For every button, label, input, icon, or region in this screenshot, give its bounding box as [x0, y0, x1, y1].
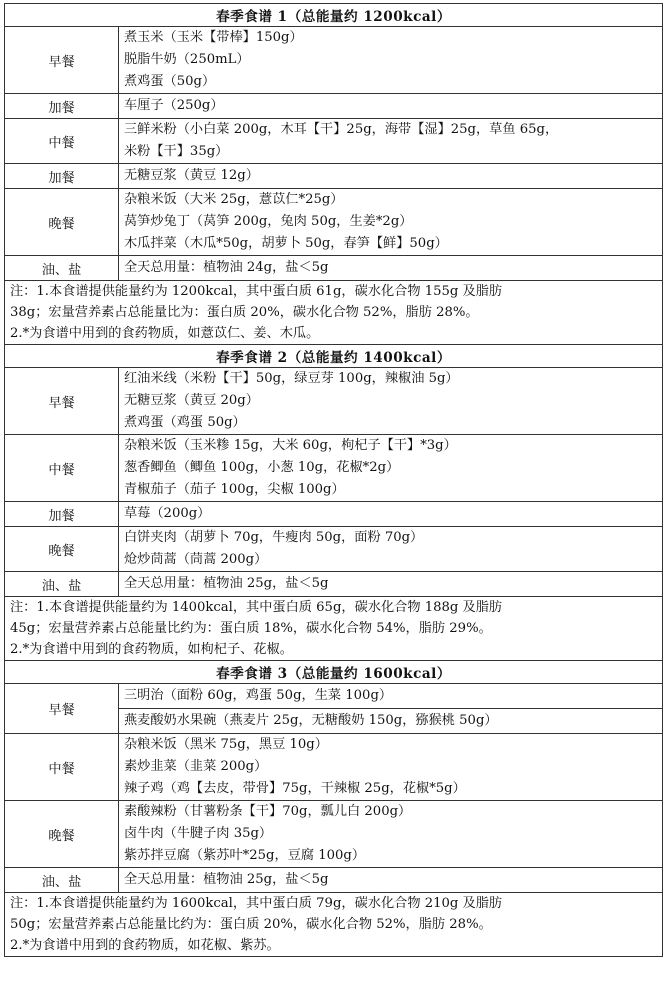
meal-row [5, 94, 663, 119]
meal-items [119, 801, 663, 868]
meal-label: 晚餐 [5, 189, 119, 256]
meal-row [5, 189, 663, 256]
meal-label: 油、盐 [5, 256, 119, 281]
meal-items [119, 734, 663, 801]
meal-items [119, 684, 663, 709]
meal-items [119, 119, 663, 164]
food-item: 车厘子（250g） [124, 98, 224, 113]
food-item: 红油米线（米粉【干】50g，绿豆芽 100g，辣椒油 5g） [124, 371, 459, 386]
food-item: 白饼夹肉（胡萝卜 70g，牛瘦肉 50g，面粉 70g） [124, 530, 424, 545]
meal-label: 中餐 [5, 734, 119, 801]
food-item: 煮玉米（玉米【带棒】150g） [124, 30, 303, 45]
meal-row [5, 868, 663, 893]
food-item: 无糖豆浆（黄豆 20g） [124, 393, 259, 408]
food-item: 莴笋炒兔丁（莴笋 200g，兔肉 50g，生姜*2g） [124, 214, 413, 229]
food-item: 燕麦酸奶水果碗（燕麦片 25g，无糖酸奶 150g，猕猴桃 50g） [124, 713, 498, 728]
meal-label: 加餐 [5, 502, 119, 527]
meal-label: 中餐 [5, 119, 119, 164]
meal-items [119, 164, 663, 189]
meal-row [5, 119, 663, 164]
meal-label: 油、盐 [5, 572, 119, 597]
food-item: 全天总用量：植物油 25g，盐＜5g [124, 872, 329, 887]
food-item: 米粉【干】35g） [124, 144, 229, 159]
menu-notes [5, 893, 663, 957]
menu-title: 春季食谱 2（总能量约 1400kcal） [5, 345, 663, 368]
meal-label: 晚餐 [5, 527, 119, 572]
meal-items [119, 189, 663, 256]
note-line: 50g；宏量营养素占总能量比约为：蛋白质 20%，碳水化合物 52%，脂肪 28%。 [10, 917, 492, 932]
meal-row [5, 27, 663, 94]
meal-label: 早餐 [5, 684, 119, 734]
menu-notes [5, 281, 663, 345]
menu-title-row [5, 661, 663, 684]
meal-row [5, 801, 663, 868]
meal-label: 加餐 [5, 94, 119, 119]
meal-items [119, 27, 663, 94]
food-item: 紫苏拌豆腐（紫苏叶*25g，豆腐 100g） [124, 848, 366, 863]
meal-label: 油、盐 [5, 868, 119, 893]
note-line: 45g；宏量营养素占总能量比约为：蛋白质 18%，碳水化合物 54%，脂肪 29%。 [10, 621, 492, 636]
food-item: 煮鸡蛋（鸡蛋 50g） [124, 415, 246, 430]
meal-items [119, 868, 663, 893]
meal-label: 中餐 [5, 435, 119, 502]
food-item: 杂粮米饭（大米 25g，薏苡仁*25g） [124, 192, 344, 207]
food-item: 无糖豆浆（黄豆 12g） [124, 168, 259, 183]
meal-row [5, 684, 663, 709]
food-item: 全天总用量：植物油 25g，盐＜5g [124, 576, 329, 591]
meal-items [119, 527, 663, 572]
food-item: 卤牛肉（牛腱子肉 35g） [124, 826, 273, 841]
menu-title-row [5, 345, 663, 368]
meal-row [5, 435, 663, 502]
note-line: 注：1.本食谱提供能量约为 1200kcal，其中蛋白质 61g，碳水化合物 155g 及脂肪 [10, 284, 503, 299]
food-item: 葱香鲫鱼（鲫鱼 100g，小葱 10g，花椒*2g） [124, 460, 400, 475]
note-line: 2.*为食谱中用到的食药物质，如花椒、紫苏。 [10, 938, 280, 953]
menu-title-row [5, 4, 663, 27]
food-item: 木瓜拌菜（木瓜*50g，胡萝卜 50g，春笋【鲜】50g） [124, 236, 448, 251]
food-item: 脱脂牛奶（250mL） [124, 52, 250, 67]
meal-items [119, 572, 663, 597]
notes-row [5, 281, 663, 345]
spring-menu-table [4, 3, 663, 957]
food-item: 杂粮米饭（黑米 75g，黑豆 10g） [124, 737, 328, 752]
food-item: 杂粮米饭（玉米糁 15g，大米 60g，枸杞子【干】*3g） [124, 438, 457, 453]
note-line: 2.*为食谱中用到的食药物质，如薏苡仁、姜、木瓜。 [10, 326, 320, 341]
food-item: 草莓（200g） [124, 506, 211, 521]
notes-row [5, 893, 663, 957]
meal-row [5, 256, 663, 281]
meal-items [119, 435, 663, 502]
food-item: 辣子鸡（鸡【去皮，带骨】75g，干辣椒 25g，花椒*5g） [124, 781, 466, 796]
meal-items [119, 368, 663, 435]
meal-items [119, 502, 663, 527]
food-item: 三明治（面粉 60g，鸡蛋 50g，生菜 100g） [124, 688, 393, 703]
meal-row [5, 368, 663, 435]
meal-row [5, 527, 663, 572]
meal-items [119, 256, 663, 281]
meal-row [5, 572, 663, 597]
food-item: 青椒茄子（茄子 100g，尖椒 100g） [124, 482, 345, 497]
meal-label: 早餐 [5, 27, 119, 94]
notes-row [5, 597, 663, 661]
meal-label: 晚餐 [5, 801, 119, 868]
meal-items [119, 709, 663, 734]
meal-label: 加餐 [5, 164, 119, 189]
note-line: 注：1.本食谱提供能量约为 1400kcal，其中蛋白质 65g，碳水化合物 188g 及脂肪 [10, 600, 503, 615]
meal-row [5, 734, 663, 801]
meal-row [5, 502, 663, 527]
food-item: 三鲜米粉（小白菜 200g，木耳【干】25g，海带【湿】25g，草鱼 65g， [124, 122, 559, 137]
note-line: 注：1.本食谱提供能量约为 1600kcal，其中蛋白质 79g，碳水化合物 210g 及脂肪 [10, 896, 503, 911]
food-item: 全天总用量：植物油 24g，盐＜5g [124, 260, 329, 275]
meal-row [5, 164, 663, 189]
menu-notes [5, 597, 663, 661]
note-line: 38g；宏量营养素占总能量比为：蛋白质 20%，碳水化合物 52%，脂肪 28%。 [10, 305, 479, 320]
meal-items [119, 94, 663, 119]
menu-title: 春季食谱 3（总能量约 1600kcal） [5, 661, 663, 684]
food-item: 炝炒茼蒿（茼蒿 200g） [124, 552, 268, 567]
food-item: 煮鸡蛋（50g） [124, 74, 216, 89]
note-line: 2.*为食谱中用到的食药物质，如枸杞子、花椒。 [10, 642, 293, 657]
meal-label: 早餐 [5, 368, 119, 435]
menu-title: 春季食谱 1（总能量约 1200kcal） [5, 4, 663, 27]
food-item: 素酸辣粉（甘薯粉条【干】70g，瓢儿白 200g） [124, 804, 412, 819]
food-item: 素炒韭菜（韭菜 200g） [124, 759, 268, 774]
